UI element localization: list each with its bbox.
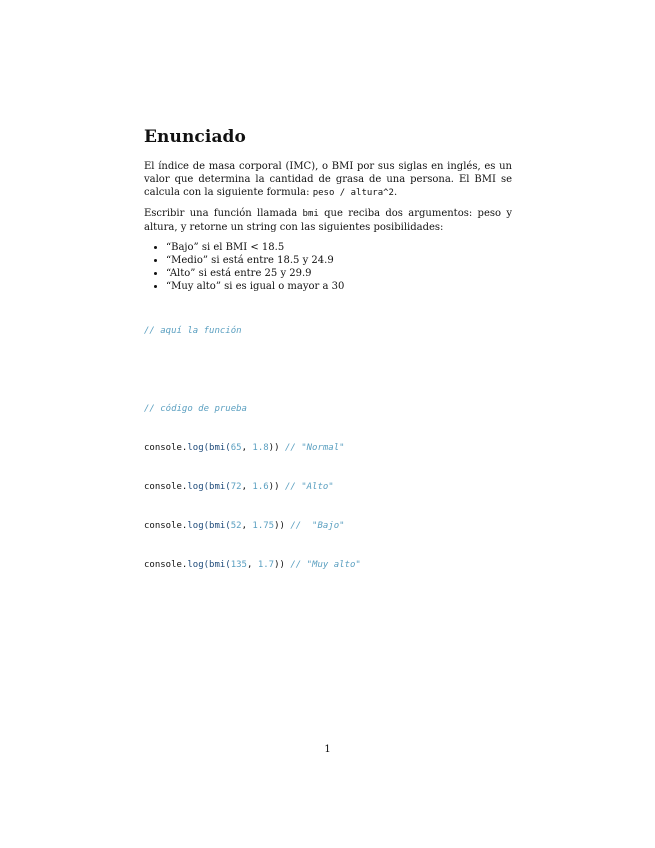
code-call-open: (bmi( — [203, 521, 231, 531]
code-method: log — [187, 560, 204, 570]
code-arg-height: 1.7 — [257, 560, 275, 570]
code-call-open: (bmi( — [203, 482, 231, 492]
code-arg-weight: 52 — [230, 521, 242, 531]
list-item: • “Muy alto” si es igual o mayor a 30 — [166, 280, 512, 293]
code-call-close: )) — [274, 560, 291, 570]
code-line — [144, 559, 512, 572]
code-method: log — [187, 443, 204, 453]
code-comment-function: // aquí la función — [144, 326, 242, 336]
code-separator: , — [241, 521, 253, 531]
formula-inline-code: peso / altura^2 — [312, 188, 394, 198]
code-arg-weight: 65 — [230, 443, 242, 453]
task-text-before: Escribir una función llamada — [144, 208, 303, 219]
task-text-after: que reciba dos argumentos: peso y altura, y retorne un string con las siguientes posibilidades: — [144, 208, 512, 233]
task-paragraph — [144, 207, 512, 234]
code-separator: , — [241, 443, 253, 453]
code-line — [144, 442, 512, 455]
code-comment-test: // código de prueba — [144, 404, 247, 414]
code-arg-height: 1.8 — [252, 443, 269, 453]
page-number: 1 — [324, 744, 331, 755]
function-name-inline-code: bmi — [302, 209, 319, 219]
code-object: console. — [144, 521, 188, 531]
code-arg-weight: 72 — [230, 482, 242, 492]
code-blank-line — [144, 364, 512, 377]
list-item: • “Medio” si está entre 18.5 y 24.9 — [166, 254, 512, 267]
code-arg-weight: 135 — [230, 560, 247, 570]
code-method: log — [187, 482, 204, 492]
code-separator: , — [246, 560, 258, 570]
code-call-close: )) — [274, 521, 291, 531]
section-title: Enunciado — [144, 127, 246, 147]
code-inline-comment: // "Alto" — [284, 482, 334, 492]
code-inline-comment: // "Normal" — [284, 443, 345, 453]
intro-text: El índice de masa corporal (IMC), o BMI por sus siglas en inglés, es un valor que determina la cantidad de grasa de una persona. El BMI se calcula con la siguiente formula: — [144, 161, 512, 198]
list-item: • “Alto” si está entre 25 y 29.9 — [166, 267, 512, 280]
code-call-open: (bmi( — [203, 560, 231, 570]
code-object: console. — [144, 482, 188, 492]
code-arg-height: 1.75 — [252, 521, 275, 531]
code-separator: , — [241, 482, 253, 492]
code-arg-height: 1.6 — [252, 482, 269, 492]
intro-paragraph — [144, 160, 512, 200]
code-object: console. — [144, 443, 188, 453]
list-item: • “Bajo” si el BMI < 18.5 — [166, 241, 512, 254]
code-line — [144, 520, 512, 533]
code-call-open: (bmi( — [203, 443, 231, 453]
intro-end: . — [393, 187, 398, 198]
bmi-categories-list — [144, 241, 512, 293]
code-call-close: )) — [268, 482, 285, 492]
code-method: log — [187, 521, 204, 531]
code-inline-comment: // "Muy alto" — [290, 560, 361, 570]
code-line — [144, 481, 512, 494]
code-call-close: )) — [268, 443, 285, 453]
document-body — [144, 126, 512, 598]
code-object: console. — [144, 560, 188, 570]
code-inline-comment: // "Bajo" — [290, 521, 345, 531]
code-block — [144, 299, 512, 598]
